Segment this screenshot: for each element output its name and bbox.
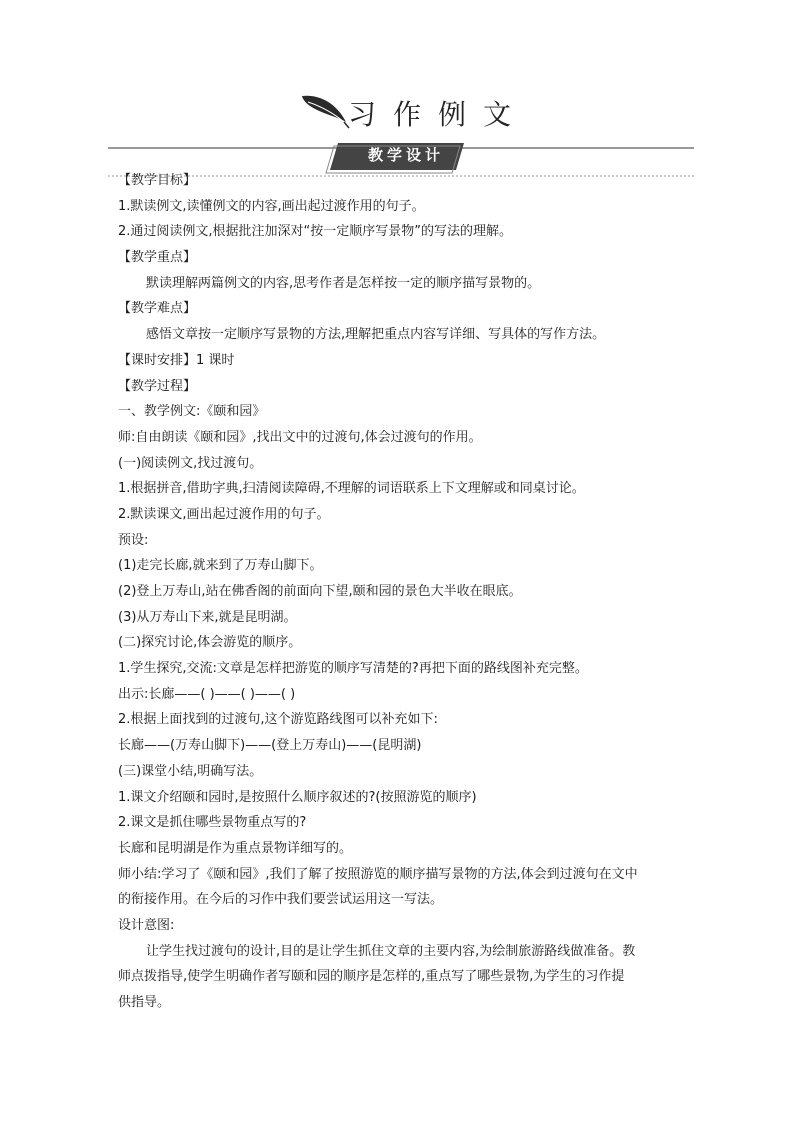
text-line: 【教学重点】 xyxy=(118,250,197,266)
banner-label: 教学设计 xyxy=(367,146,444,164)
text-line: 预设: xyxy=(118,532,149,548)
text-line: (一)阅读例文,找过渡句。 xyxy=(118,455,263,471)
text-line: 2.通过阅读例文,根据批注加深对“按一定顺序写景物”的写法的理解。 xyxy=(118,224,513,240)
text-line: (3)从万寿山下来,就是昆明湖。 xyxy=(118,609,297,625)
text-line: 2.根据上面找到的过渡句,这个游览路线图可以补充如下: xyxy=(118,712,438,728)
text-line: 1.学生探究,交流:文章是怎样把游览的顺序写清楚的?再把下面的路线图补充完整。 xyxy=(118,661,588,677)
text-line: 让学生找过渡句的设计,目的是让学生抓住文章的主要内容,为绘制旅游路线做准备。教 xyxy=(146,943,636,959)
text-line: 1.根据拼音,借助字典,扫清阅读障碍,不理解的词语联系上下文理解或和同桌讨论。 xyxy=(118,481,585,497)
text-line: 出示:长廊——( )——( )——( ) xyxy=(118,686,296,702)
text-line: 长廊——(万寿山脚下)——(登上万寿山)——(昆明湖) xyxy=(118,738,422,754)
feather-quill-icon xyxy=(300,92,350,130)
text-line: 的衔接作用。在今后的习作中我们要尝试运用这一写法。 xyxy=(118,892,444,908)
text-line: (二)探究讨论,体会游览的顺序。 xyxy=(118,635,302,651)
text-line: 默读理解两篇例文的内容,思考作者是怎样按一定的顺序描写景物的。 xyxy=(146,275,541,291)
lesson-plan-body xyxy=(118,168,688,1016)
text-line: 长廊和昆明湖是作为重点景物详细写的。 xyxy=(118,840,353,856)
text-line: (1)走完长廊,就来到了万寿山脚下。 xyxy=(118,558,323,574)
text-line: 1.课文介绍颐和园时,是按照什么顺序叙述的?(按照游览的顺序) xyxy=(118,789,477,805)
text-line: 【教学过程】 xyxy=(118,378,197,394)
text-line: (2)登上万寿山,站在佛香阁的前面向下望,颐和园的景色大半收在眼底。 xyxy=(118,584,522,599)
page-header xyxy=(0,0,794,180)
text-line: 供指导。 xyxy=(118,995,171,1010)
text-line: 设计意图: xyxy=(118,917,175,933)
text-line: 师小结:学习了《颐和园》,我们了解了按照游览的顺序描写景物的方法,体会到过渡句在文中 xyxy=(118,866,638,882)
text-line: 【课时安排】1 课时 xyxy=(118,352,235,368)
page-title: 习作例文 xyxy=(348,98,529,131)
text-line: 一、教学例文:《颐和园》 xyxy=(118,404,266,420)
text-line: 2.课文是抓住哪些景物重点写的? xyxy=(118,815,307,831)
text-line: 【教学难点】 xyxy=(118,301,197,317)
text-line: 感悟文章按一定顺序写景物的方法,理解把重点内容写详细、写具体的写作方法。 xyxy=(146,327,606,343)
text-line: 师:自由朗读《颐和园》,找出文中的过渡句,体会过渡句的作用。 xyxy=(118,429,482,445)
text-line: (三)课堂小结,明确写法。 xyxy=(118,763,263,779)
text-line: 2.默读课文,画出起过渡作用的句子。 xyxy=(118,506,330,522)
text-line: 【教学目标】 xyxy=(118,173,197,188)
text-line: 师点拨指导,使学生明确作者写颐和园的顺序是怎样的,重点写了哪些景物,为学生的习作提 xyxy=(118,969,625,985)
text-line: 1.默读例文,读懂例文的内容,画出起过渡作用的句子。 xyxy=(118,198,425,214)
